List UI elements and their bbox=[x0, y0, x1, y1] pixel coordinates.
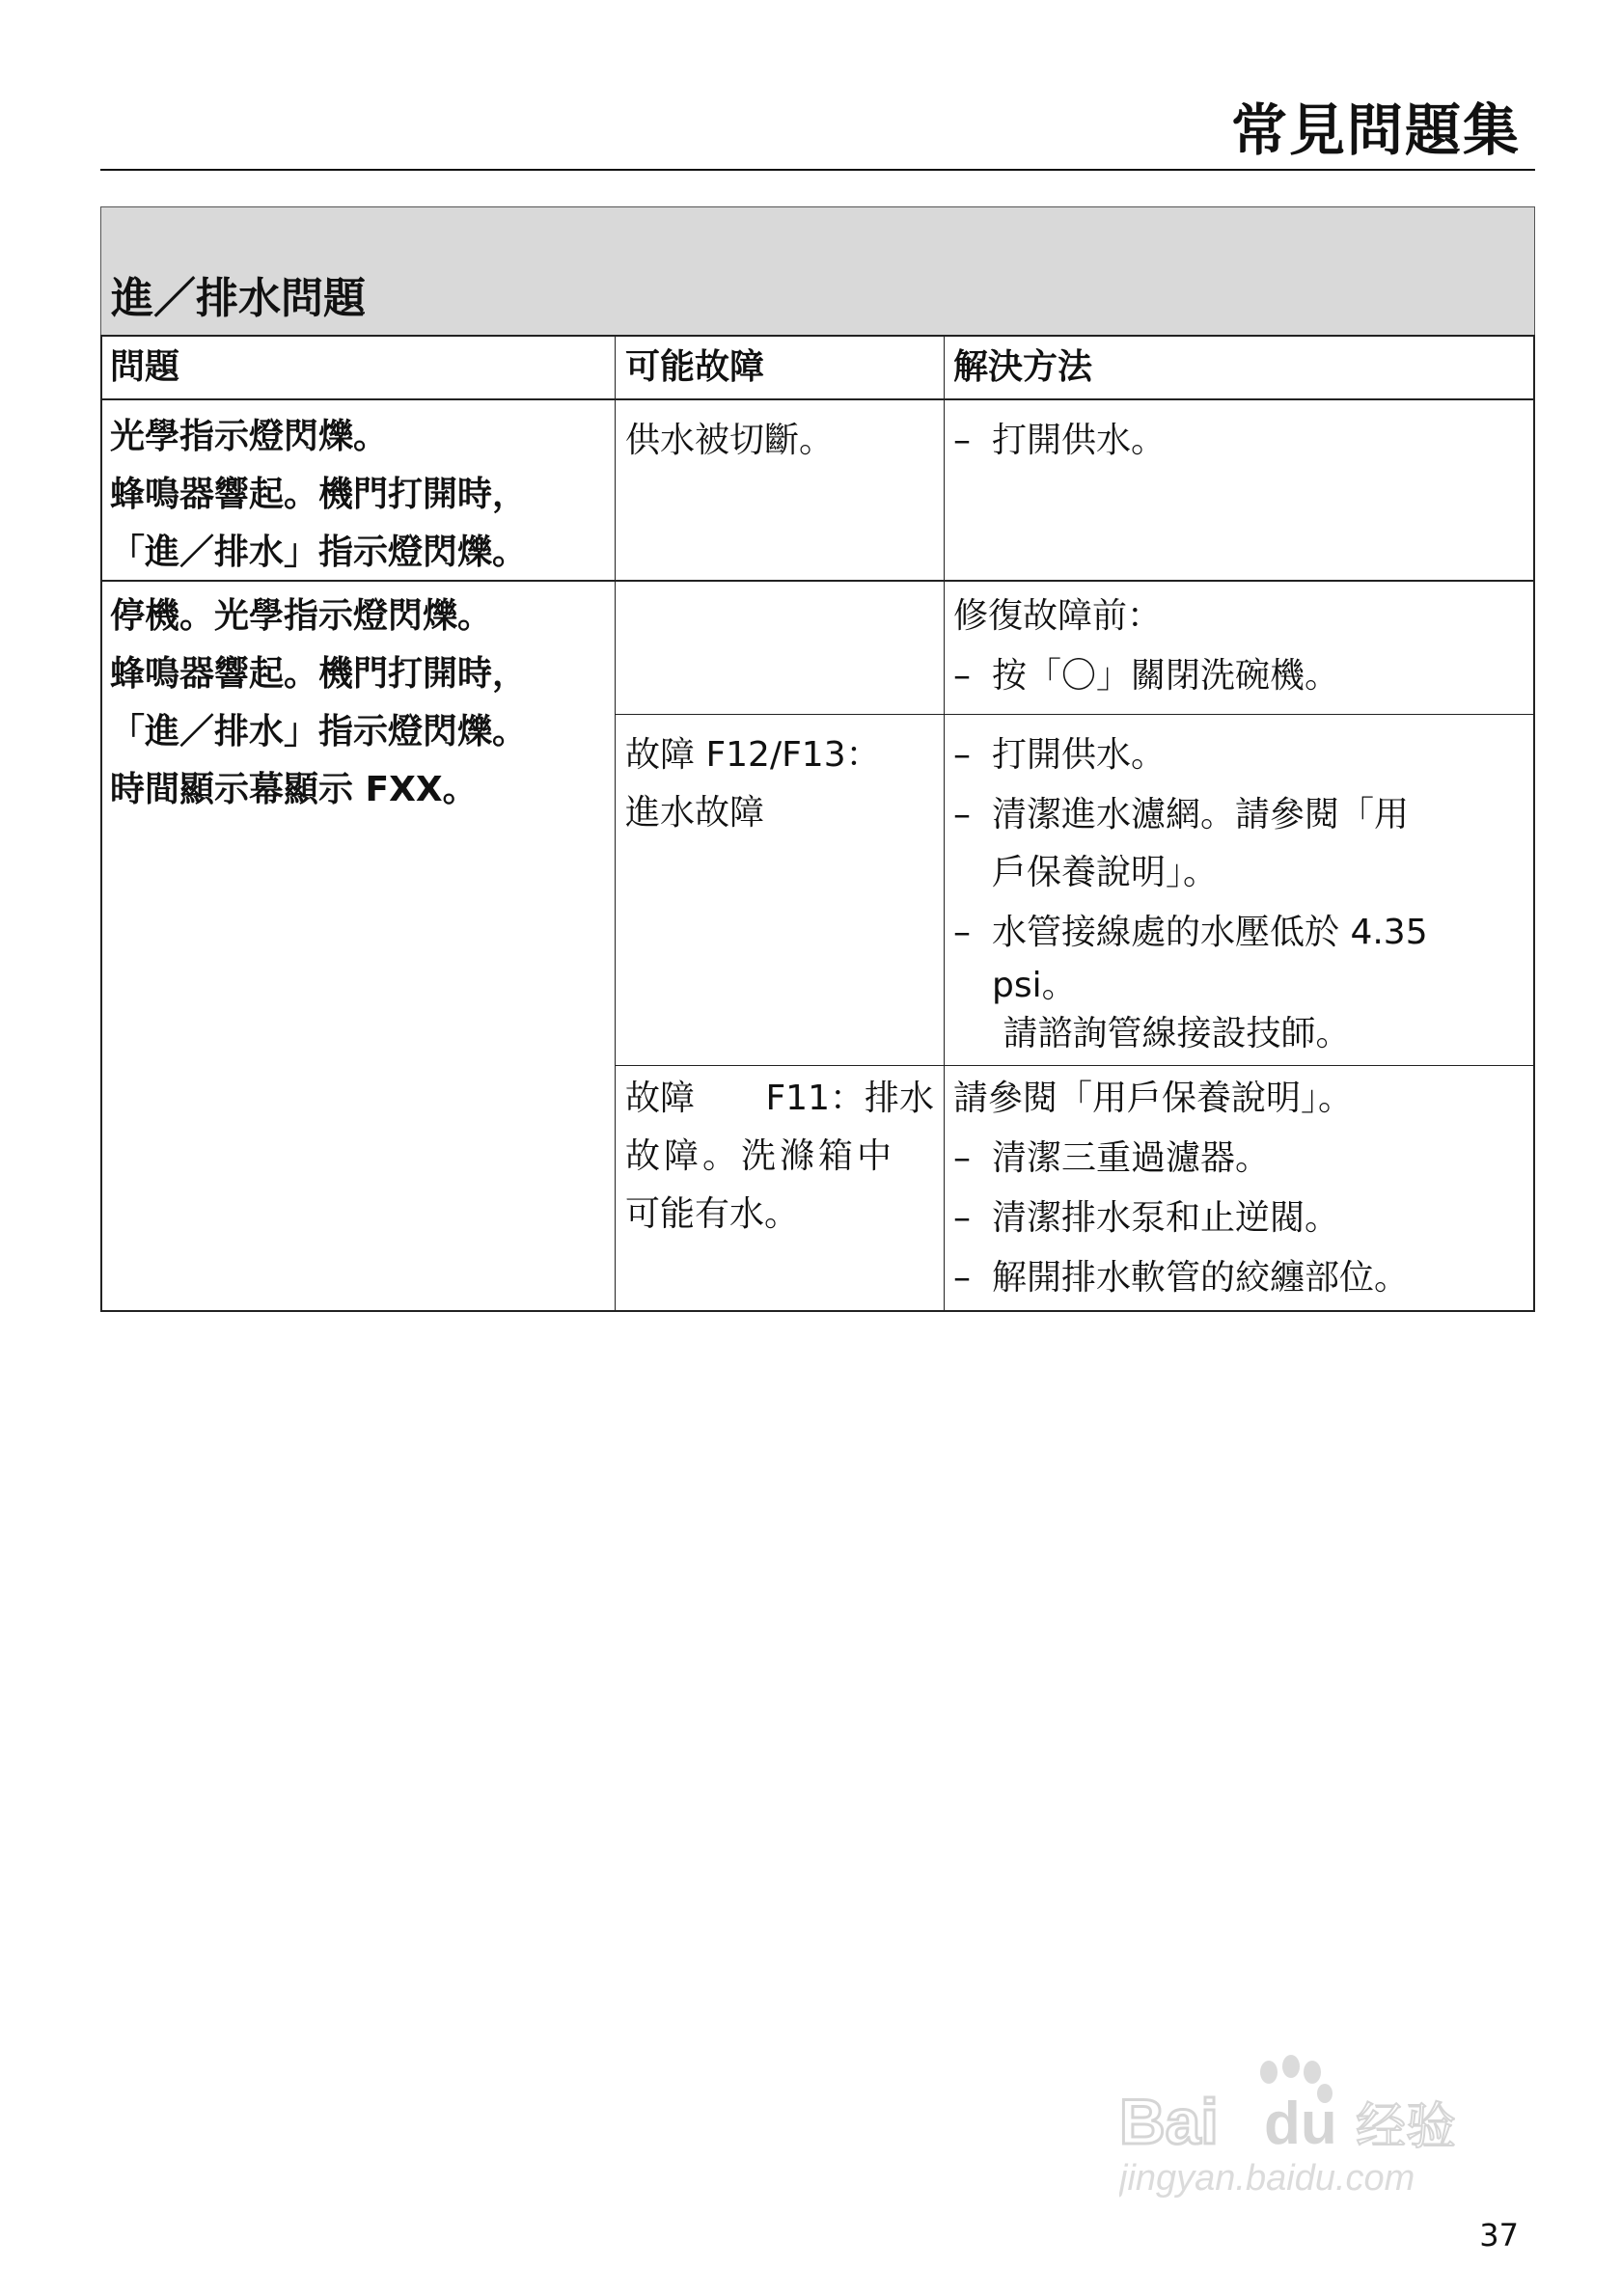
problem-line: 光學指示燈閃爍。 bbox=[110, 417, 389, 456]
svg-text:du: du bbox=[1264, 2091, 1337, 2157]
column-header-problem: 問題 bbox=[110, 347, 180, 387]
problem-line: 「進／排水」指示燈閃爍。 bbox=[110, 533, 528, 572]
solution-item: – 解開排水軟管的絞纏部位。 bbox=[953, 1249, 1409, 1309]
dash-bullet: – bbox=[953, 1198, 971, 1238]
solution-intro: 修復故障前： bbox=[953, 596, 1163, 636]
row2b-cause bbox=[625, 726, 881, 842]
svg-text:经验: 经验 bbox=[1356, 2098, 1457, 2156]
cause-line: 可能有水。 bbox=[625, 1194, 800, 1234]
cause-line: 進水故障 bbox=[625, 793, 765, 833]
column-header-cause: 可能故障 bbox=[625, 347, 765, 387]
title-rule bbox=[100, 169, 1535, 171]
row2b-solution bbox=[953, 726, 1428, 1058]
row1-solution bbox=[953, 412, 1166, 470]
baidu-paw-icon bbox=[1119, 2055, 1486, 2200]
page-title: 常見問題集 bbox=[1230, 97, 1521, 163]
dash-bullet: – bbox=[953, 795, 971, 834]
baidu-watermark bbox=[1119, 2055, 1486, 2200]
row2c-cause bbox=[625, 1070, 934, 1244]
dash-bullet: – bbox=[953, 1138, 971, 1178]
section-header bbox=[100, 206, 1535, 336]
solution-item: – 清潔進水濾網。請參閱「用 bbox=[953, 786, 1428, 844]
row2a-solution bbox=[953, 588, 1339, 707]
problem-line: 蜂鳴器響起。機門打開時， bbox=[110, 475, 528, 514]
dash-bullet: – bbox=[953, 656, 971, 696]
row1-problem bbox=[110, 408, 527, 582]
problem-line: 蜂鳴器響起。機門打開時， bbox=[110, 654, 528, 694]
dash-bullet: – bbox=[953, 913, 971, 952]
problem-line: 時間顯示幕顯示 FXX。 bbox=[110, 770, 478, 809]
row2c-solution bbox=[953, 1070, 1409, 1309]
cause-line: 故障 F11：排水 bbox=[625, 1079, 934, 1118]
dash-bullet: – bbox=[953, 1258, 971, 1298]
solution-item: – 按「〇」關閉洗碗機。 bbox=[953, 647, 1339, 707]
solution-item: – 水管接線處的水壓低於 4.35 bbox=[953, 904, 1428, 962]
column-header-solution: 解決方法 bbox=[953, 347, 1093, 387]
dash-bullet: – bbox=[953, 421, 971, 460]
solution-item-continued: psi。 bbox=[992, 966, 1077, 1005]
section-title: 進／排水問題 bbox=[111, 274, 366, 323]
solution-item: – 清潔排水泵和止逆閥。 bbox=[953, 1189, 1409, 1249]
dash-bullet: – bbox=[953, 735, 971, 775]
cause-line: 故障 F12/F13： bbox=[625, 735, 881, 775]
solution-intro: 請參閱「用戶保養說明」。 bbox=[953, 1079, 1354, 1118]
solution-item: – 清潔三重過濾器。 bbox=[953, 1130, 1409, 1189]
problem-line: 「進／排水」指示燈閃爍。 bbox=[110, 712, 528, 752]
page-number: 37 bbox=[1479, 2217, 1519, 2254]
row2-problem bbox=[110, 588, 527, 819]
solution-item-continued: 戶保養說明」。 bbox=[992, 853, 1219, 892]
svg-text:Bai: Bai bbox=[1119, 2086, 1219, 2157]
cause-line: 故障。洗滌箱中 bbox=[625, 1136, 896, 1176]
row1-cause: 供水被切斷。 bbox=[625, 421, 835, 460]
svg-text:jingyan.baidu.com: jingyan.baidu.com bbox=[1119, 2158, 1415, 2199]
solution-item-continued: 請諮詢管線接設技師。 bbox=[992, 1014, 1351, 1053]
problem-line: 停機。光學指示燈閃爍。 bbox=[110, 596, 493, 636]
solution-item: – 打開供水。 bbox=[953, 412, 1166, 470]
solution-item: – 打開供水。 bbox=[953, 726, 1428, 786]
